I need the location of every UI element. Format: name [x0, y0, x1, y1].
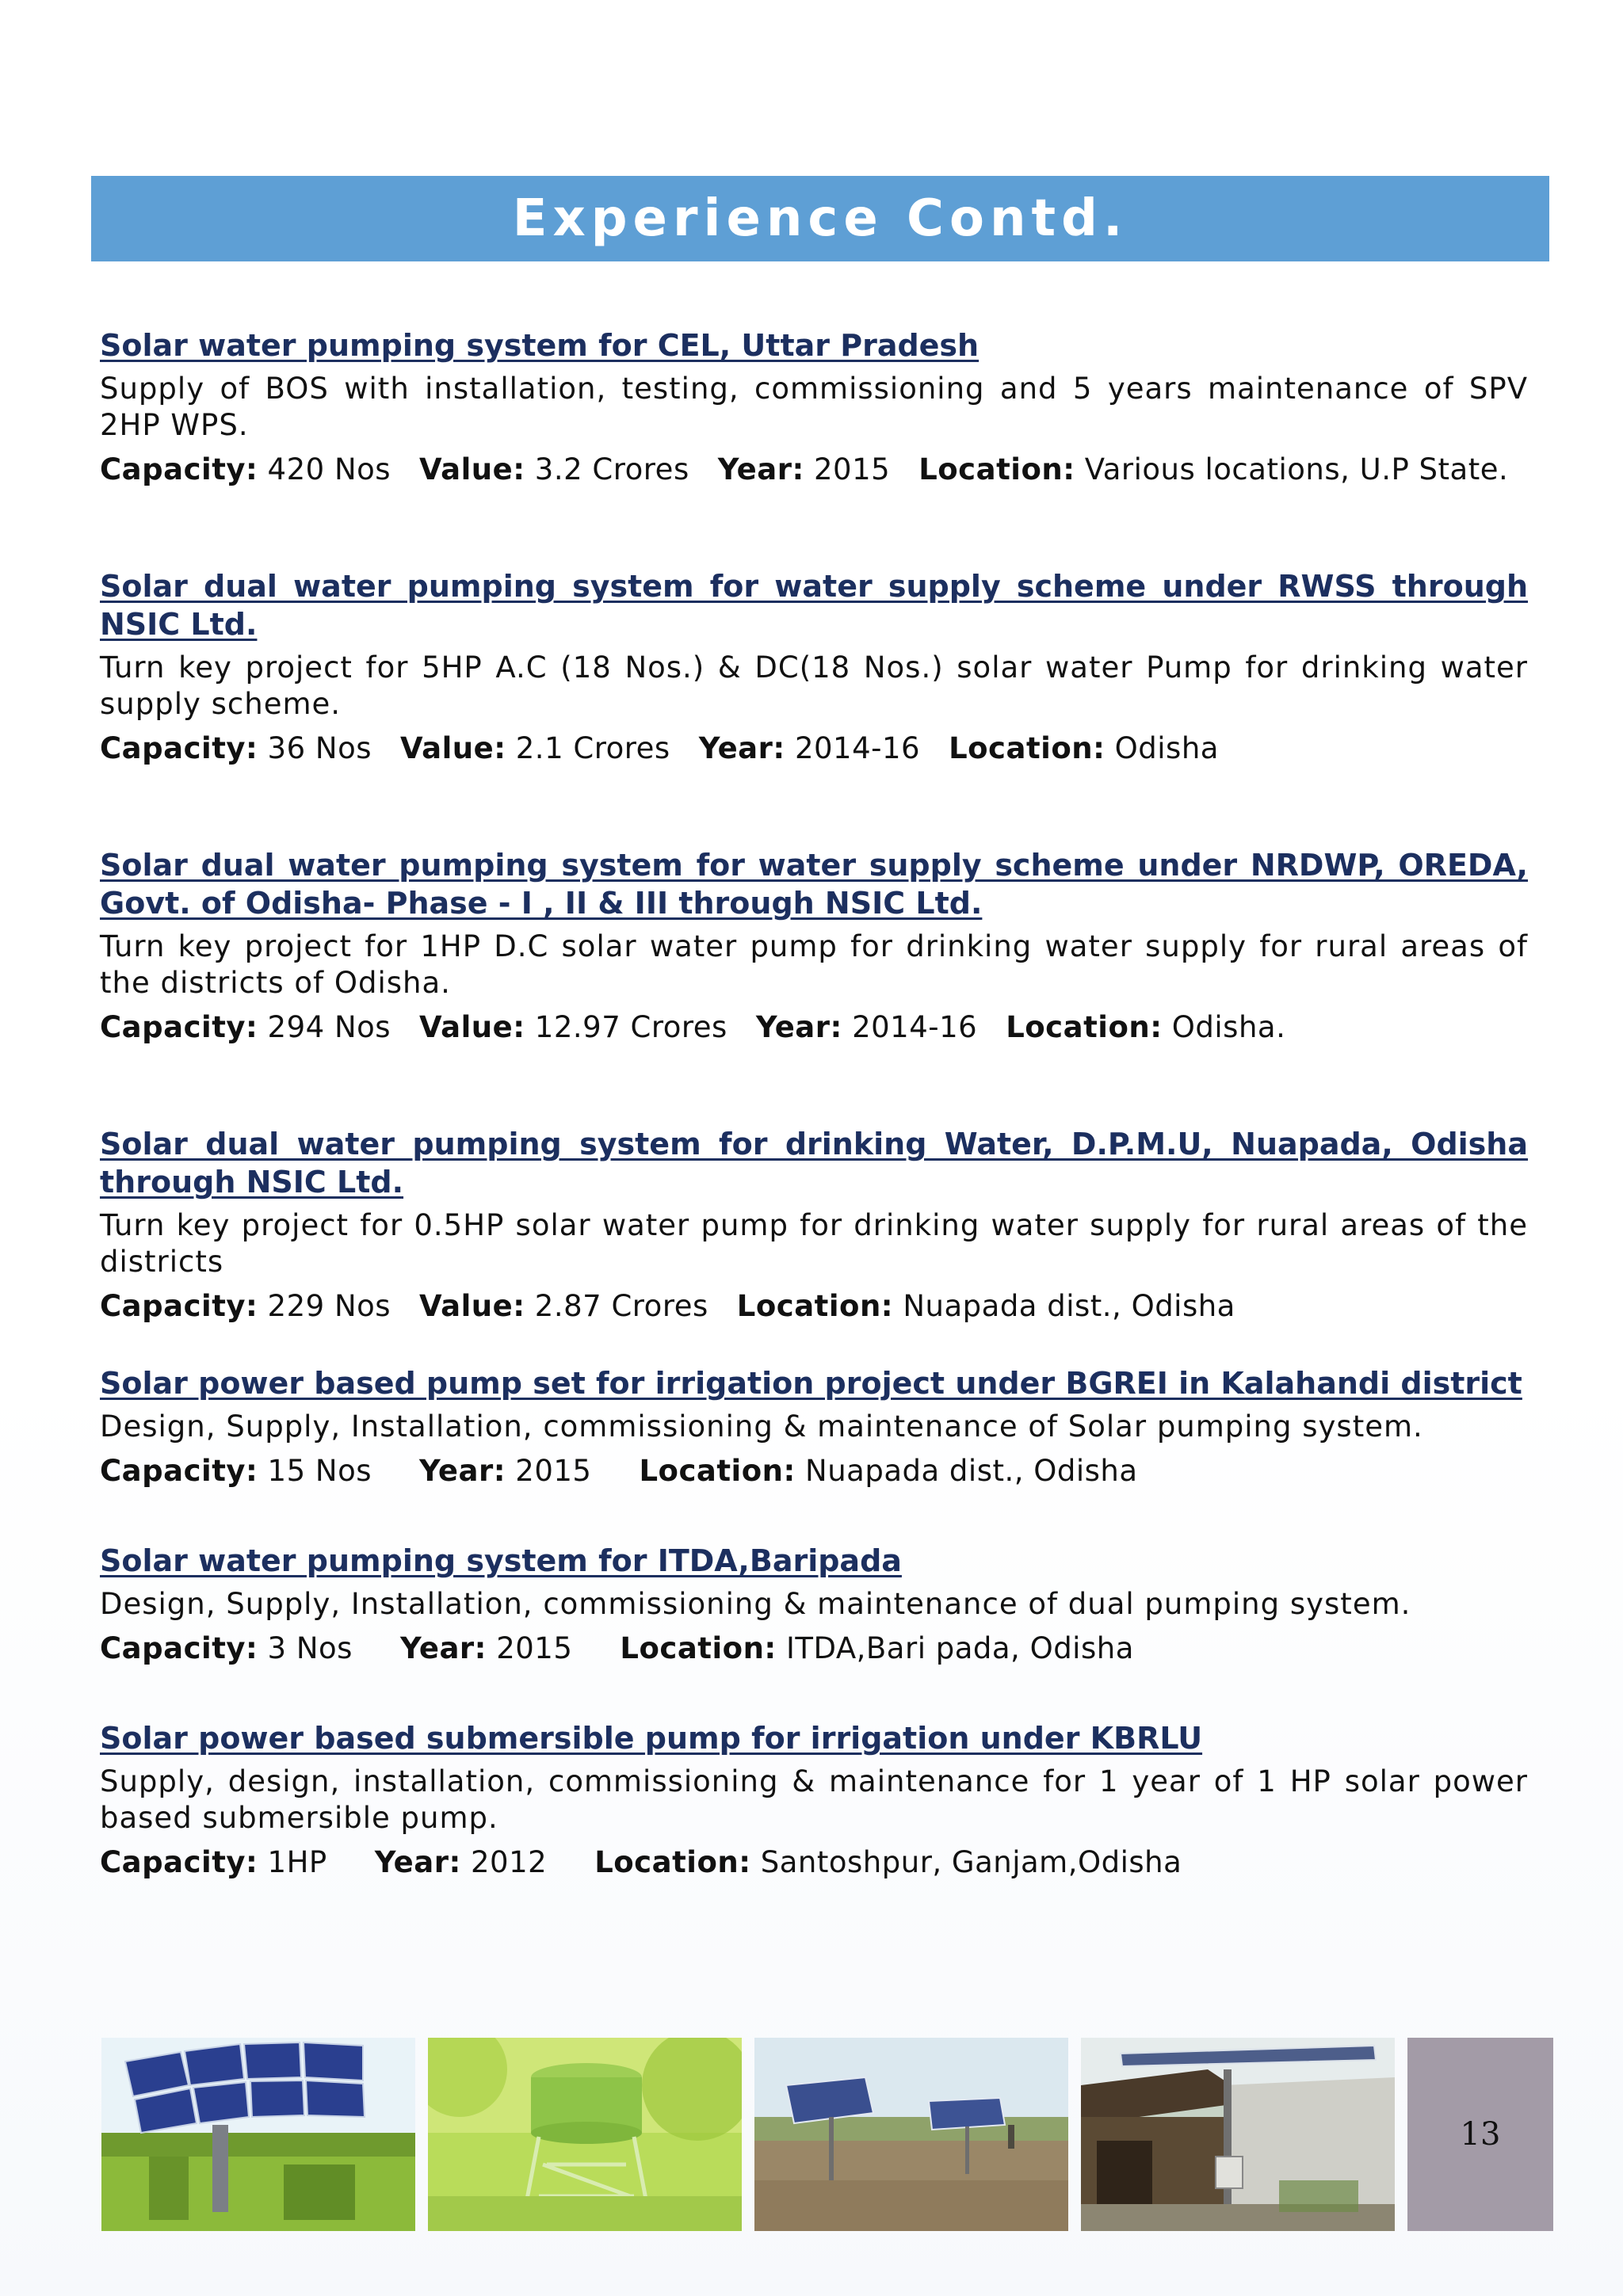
project-item	[100, 1364, 1528, 1489]
capacity-field: Capacity: 3 Nos	[100, 1631, 353, 1665]
year-field: Year: 2014-16	[755, 1010, 978, 1044]
project-meta	[100, 1844, 1528, 1881]
project-item	[100, 1542, 1528, 1667]
project-description: Turn key project for 5HP A.C (18 Nos.) & DC(18 Nos.) solar water Pump for drinking water supply scheme.	[100, 650, 1528, 721]
project-list	[100, 326, 1528, 1881]
water-tank-photo	[428, 2038, 742, 2231]
location-field: Location: ITDA,Bari pada, Odisha	[620, 1631, 1134, 1665]
footer-photo-strip	[101, 2038, 1553, 2231]
project-description: Supply, design, installation, commissioning & maintenance for 1 year of 1 HP solar power based submersible pump.	[100, 1764, 1528, 1835]
project-description: Turn key project for 0.5HP solar water pump for drinking water supply for rural areas of the districts	[100, 1208, 1528, 1279]
project-description: Turn key project for 1HP D.C solar water pump for drinking water supply for rural areas of the districts of Odisha.	[100, 929, 1528, 1000]
value-field: Value: 3.2 Crores	[419, 452, 689, 486]
project-meta	[100, 452, 1528, 488]
project-title-link[interactable]: Solar dual water pumping system for drinking Water, D.P.M.U, Nuapada, Odisha through NSIC Ltd.	[100, 1127, 1528, 1199]
location-field: Location: Santoshpur, Ganjam,Odisha	[594, 1845, 1182, 1879]
capacity-field: Capacity: 1HP	[100, 1845, 327, 1879]
year-field: Year: 2015	[399, 1631, 573, 1665]
field-solar-panels-photo	[754, 2038, 1068, 2231]
value-field: Value: 2.87 Crores	[419, 1289, 708, 1323]
location-field: Location: Odisha	[949, 731, 1219, 765]
project-meta	[100, 1009, 1528, 1046]
location-field: Location: Nuapada dist., Odisha	[639, 1454, 1138, 1488]
project-item	[100, 326, 1528, 488]
project-item	[100, 1125, 1528, 1325]
value-field: Value: 12.97 Crores	[419, 1010, 727, 1044]
capacity-field: Capacity: 420 Nos	[100, 452, 391, 486]
section-title: Experience Contd.	[512, 189, 1128, 248]
project-item	[100, 1719, 1528, 1881]
project-title-link[interactable]: Solar water pumping system for ITDA,Baripada	[100, 1543, 902, 1578]
project-description: Design, Supply, Installation, commissioning & maintenance of Solar pumping system.	[100, 1409, 1423, 1444]
project-title-link[interactable]: Solar dual water pumping system for water supply scheme under RWSS through NSIC Ltd.	[100, 569, 1528, 642]
project-meta	[100, 1453, 1528, 1489]
location-field: Location: Nuapada dist., Odisha	[736, 1289, 1235, 1323]
page-number-box	[1407, 2038, 1553, 2231]
capacity-field: Capacity: 15 Nos	[100, 1454, 372, 1488]
project-item	[100, 567, 1528, 767]
project-title-link[interactable]: Solar water pumping system for CEL, Uttar Pradesh	[100, 328, 980, 363]
project-title-link[interactable]: Solar power based submersible pump for irrigation under KBRLU	[100, 1721, 1203, 1756]
project-description: Design, Supply, Installation, commissioning & maintenance of dual pumping system.	[100, 1587, 1411, 1621]
capacity-field: Capacity: 229 Nos	[100, 1289, 391, 1323]
page-number: 13	[1460, 2116, 1501, 2153]
project-meta	[100, 730, 1528, 767]
project-item	[100, 846, 1528, 1046]
year-field: Year: 2015	[717, 452, 891, 486]
village-hut-photo	[1081, 2038, 1395, 2231]
location-field: Location: Various locations, U.P State.	[918, 452, 1509, 486]
project-description: Supply of BOS with installation, testing, commissioning and 5 years maintenance of SPV 2HP WPS.	[100, 372, 1528, 442]
solar-panel-array-photo	[101, 2038, 415, 2231]
year-field: Year: 2015	[419, 1454, 592, 1488]
project-meta	[100, 1288, 1528, 1325]
capacity-field: Capacity: 36 Nos	[100, 731, 372, 765]
year-field: Year: 2012	[374, 1845, 548, 1879]
project-title-link[interactable]: Solar dual water pumping system for water supply scheme under NRDWP, OREDA, Govt. of Odisha- Phase - I , II & III through NSIC Ltd.	[100, 848, 1528, 921]
project-title-link[interactable]: Solar power based pump set for irrigation project under BGREI in Kalahandi district	[100, 1366, 1522, 1401]
location-field: Location: Odisha.	[1006, 1010, 1286, 1044]
project-meta	[100, 1630, 1528, 1667]
value-field: Value: 2.1 Crores	[400, 731, 670, 765]
section-header-bar	[91, 176, 1549, 261]
year-field: Year: 2014-16	[698, 731, 921, 765]
capacity-field: Capacity: 294 Nos	[100, 1010, 391, 1044]
